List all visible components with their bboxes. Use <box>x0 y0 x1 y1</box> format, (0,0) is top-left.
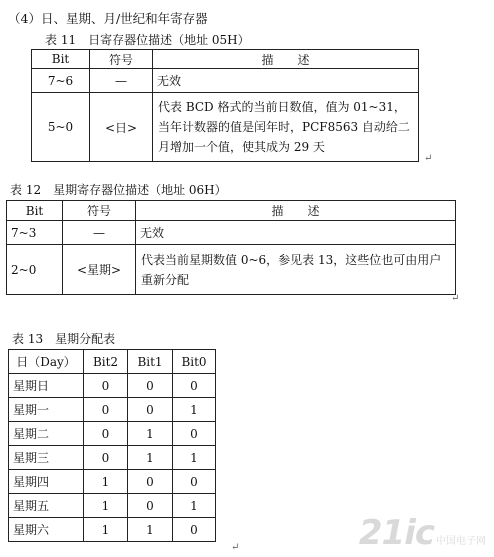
bit-cell: 5~0 <box>32 93 90 162</box>
table-row <box>9 518 216 542</box>
description-cell: 代表当前星期数值 0~6，参见表 13，这些位也可由用户重新分配 <box>136 245 456 295</box>
table-11-caption: 表 11 日寄存器位描述（地址 05H） <box>45 33 250 47</box>
table-header-cell: 描 述 <box>136 201 456 221</box>
day-cell: 星期四 <box>9 470 84 494</box>
table-header-cell: 日（Day） <box>9 350 84 374</box>
bit2-cell: 0 <box>84 374 128 398</box>
bit1-cell: 0 <box>128 494 173 518</box>
table-header-cell: Bit <box>7 201 63 221</box>
description-cell: 无效 <box>136 221 456 245</box>
table-row <box>32 93 419 162</box>
bit0-cell: 0 <box>173 470 216 494</box>
bit0-cell: 0 <box>173 374 216 398</box>
bit0-cell: 0 <box>173 518 216 542</box>
table-row <box>7 221 456 245</box>
table-header-cell: Bit <box>32 50 90 69</box>
table-row <box>32 69 419 93</box>
bit2-cell: 0 <box>84 398 128 422</box>
bit2-cell: 1 <box>84 518 128 542</box>
bit0-cell: 1 <box>173 398 216 422</box>
table-row <box>9 494 216 518</box>
symbol-cell: — <box>90 69 153 93</box>
bit2-cell: 0 <box>84 422 128 446</box>
paragraph-mark: ↵ <box>424 153 433 164</box>
bit2-cell: 0 <box>84 446 128 470</box>
watermark-logo-mark: 21ic <box>358 513 434 553</box>
watermark-site-name: 中国电子网 <box>436 536 486 547</box>
section-heading: （4）日、星期、月/世纪和年寄存器 <box>8 11 208 26</box>
bit0-cell: 1 <box>173 494 216 518</box>
day-cell: 星期二 <box>9 422 84 446</box>
symbol-cell: <星期> <box>63 245 136 295</box>
symbol-cell: — <box>63 221 136 245</box>
day-cell: 星期一 <box>9 398 84 422</box>
description-cell: 无效 <box>153 69 419 93</box>
paragraph-mark: ↵ <box>231 542 240 553</box>
table-11 <box>31 49 419 162</box>
table-row <box>9 374 216 398</box>
table-header-cell: 符号 <box>63 201 136 221</box>
table-header-cell: Bit0 <box>173 350 216 374</box>
day-cell: 星期五 <box>9 494 84 518</box>
table-12 <box>6 200 456 295</box>
bit1-cell: 1 <box>128 422 173 446</box>
table-row <box>9 422 216 446</box>
bit2-cell: 1 <box>84 494 128 518</box>
bit2-cell: 1 <box>84 470 128 494</box>
bit1-cell: 1 <box>128 446 173 470</box>
day-cell: 星期三 <box>9 446 84 470</box>
bit1-cell: 0 <box>128 470 173 494</box>
bit0-cell: 1 <box>173 446 216 470</box>
bit1-cell: 0 <box>128 398 173 422</box>
bit0-cell: 0 <box>173 422 216 446</box>
bit-cell: 7~3 <box>7 221 63 245</box>
table-header-cell: Bit1 <box>128 350 173 374</box>
paragraph-mark: ↵ <box>451 293 460 304</box>
bit1-cell: 0 <box>128 374 173 398</box>
day-cell: 星期六 <box>9 518 84 542</box>
watermark-logo <box>359 513 486 553</box>
table-13 <box>8 349 216 542</box>
table-row <box>9 398 216 422</box>
table-row <box>9 470 216 494</box>
table-13-caption: 表 13 星期分配表 <box>12 332 116 346</box>
bit-cell: 7~6 <box>32 69 90 93</box>
symbol-cell: <日> <box>90 93 153 162</box>
bit1-cell: 1 <box>128 518 173 542</box>
table-header-cell: 符号 <box>90 50 153 69</box>
description-cell: 代表 BCD 格式的当前日数值，值为 01~31，当年计数器的值是闰年时，PCF8563 自动给二月增加一个值，使其成为 29 天 <box>153 93 419 162</box>
bit-cell: 2~0 <box>7 245 63 295</box>
table-row <box>9 446 216 470</box>
table-row <box>7 245 456 295</box>
table-header-cell: 描 述 <box>153 50 419 69</box>
table-header-cell: Bit2 <box>84 350 128 374</box>
table-12-caption: 表 12 星期寄存器位描述（地址 06H） <box>10 183 227 197</box>
day-cell: 星期日 <box>9 374 84 398</box>
